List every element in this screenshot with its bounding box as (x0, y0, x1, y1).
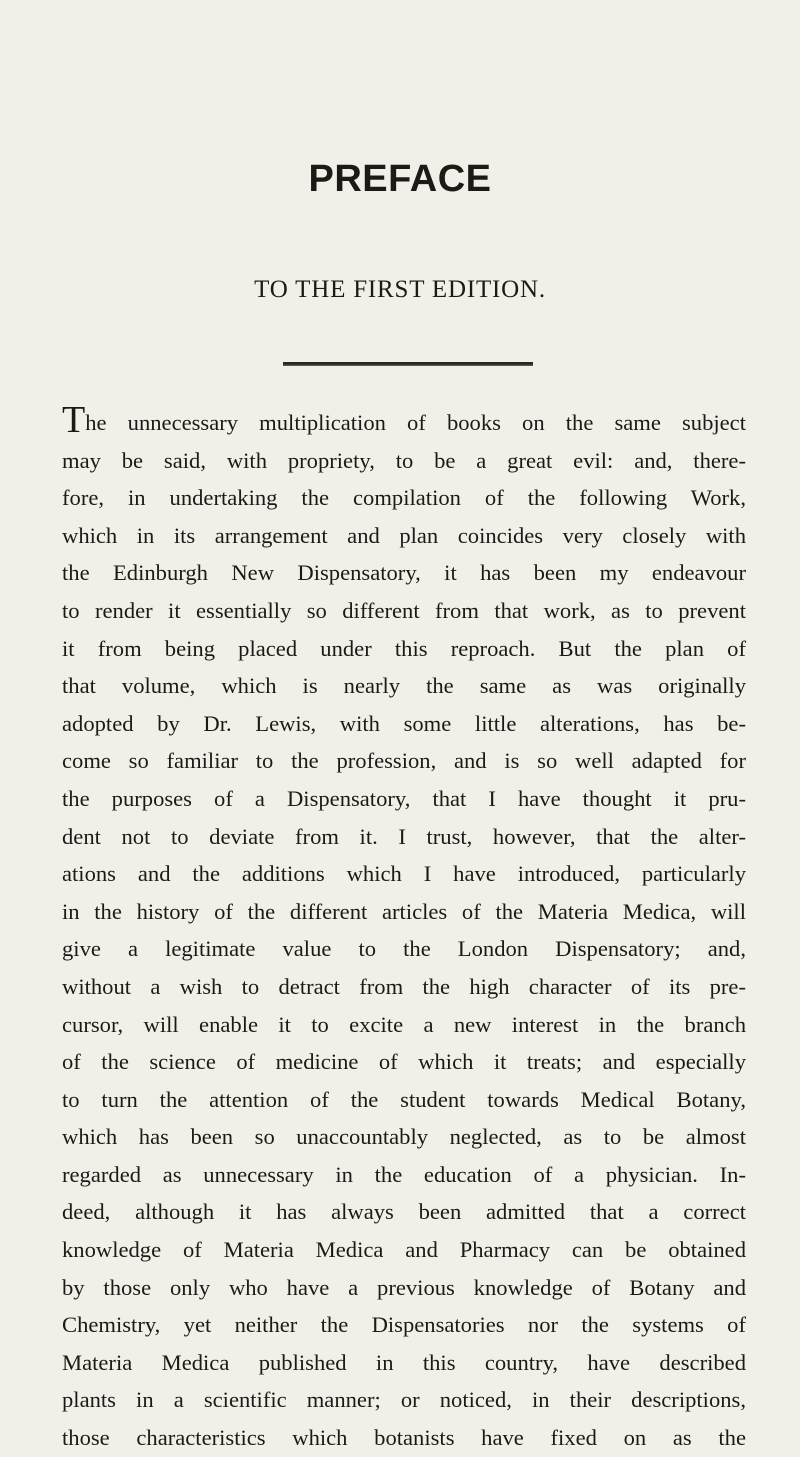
body-line: it from being placed under this reproach. But the plan of (62, 635, 746, 661)
ornamental-rule (283, 362, 533, 366)
body-line: dent not to deviate from it. I trust, however, that the alter- (62, 823, 746, 849)
body-line: that volume, which is nearly the same as was originally (62, 673, 746, 699)
drop-cap: T (62, 399, 86, 441)
body-line: to turn the attention of the student towards Medical Botany, (62, 1086, 746, 1112)
page-title: PREFACE (308, 158, 492, 200)
body-line: ations and the additions which I have introduced, particularly (62, 861, 746, 887)
body-line: cursor, will enable it to excite a new interest in the branch (62, 1011, 746, 1037)
body-line: deed, although it has always been admitted that a correct (62, 1199, 746, 1225)
body-line: Materia Medica published in this country, have described (62, 1349, 746, 1375)
body-line: in the history of the different articles of the Materia Medica, will (62, 898, 746, 924)
first-line-text: he unnecessary multiplication of books on the same subject (85, 410, 746, 435)
body-line: those characteristics which botanists have fixed on as the (62, 1425, 746, 1451)
body-line: which in its arrangement and plan coincides very closely with (62, 522, 746, 548)
body-line: may be said, with propriety, to be a great evil: and, there- (62, 447, 746, 473)
body-line: the purposes of a Dispensatory, that I have thought it pru- (62, 785, 746, 811)
body-line: regarded as unnecessary in the education of a physician. In- (62, 1161, 746, 1187)
body-line: Chemistry, yet neither the Dispensatories nor the systems of (62, 1312, 746, 1338)
body-line: to render it essentially so different from that work, as to prevent (62, 597, 746, 623)
body-line: knowledge of Materia Medica and Pharmacy can be obtained (62, 1237, 746, 1263)
page-subtitle: TO THE FIRST EDITION. (254, 276, 546, 303)
body-line: without a wish to detract from the high character of its pre- (62, 973, 746, 999)
body-line: come so familiar to the profession, and is so well adapted for (62, 748, 746, 774)
body-line: adopted by Dr. Lewis, with some little alterations, has be- (62, 710, 746, 736)
body-line (62, 399, 746, 442)
body-line: which has been so unaccountably neglected, as to be almost (62, 1124, 746, 1150)
body-line: the Edinburgh New Dispensatory, it has been my endeavour (62, 560, 746, 586)
body-line: by those only who have a previous knowledge of Botany and (62, 1274, 746, 1300)
body-line: fore, in undertaking the compilation of the following Work, (62, 485, 746, 511)
body-line: of the science of medicine of which it treats; and especially (62, 1049, 746, 1075)
preface-body (62, 399, 746, 1457)
body-line: give a legitimate value to the London Dispensatory; and, (62, 936, 746, 962)
body-line: plants in a scientific manner; or noticed, in their descriptions, (62, 1387, 746, 1413)
